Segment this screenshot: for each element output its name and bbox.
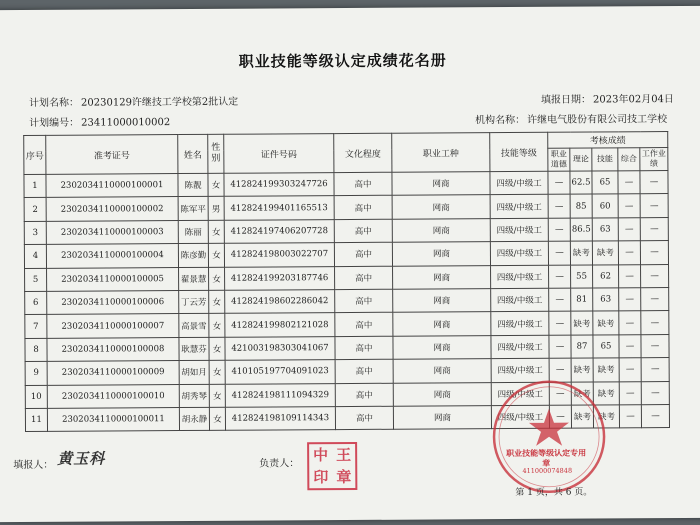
plan-no [29, 113, 170, 129]
row-education: 高中 [335, 383, 393, 407]
row-overall: — [619, 264, 641, 288]
page-info: 第 1 页，共 6 页。 [515, 487, 593, 498]
row-exam-id: 230203411000010000​2 [46, 197, 178, 221]
row-skill-level: 四级/中级工 [491, 335, 549, 359]
fill-date [541, 90, 674, 106]
row-theory: 87 [571, 335, 593, 359]
row-theory: 缺考 [571, 382, 593, 406]
row-ethics: — [549, 358, 571, 382]
row-work-performance: — [641, 358, 669, 382]
row-skill: 63 [593, 288, 619, 312]
header-overall: 综合 [618, 148, 640, 171]
row-ethics: — [549, 335, 571, 359]
document-page [0, 6, 700, 522]
row-exam-id: 23020341100001000​10 [47, 384, 179, 408]
row-no: 2 [24, 198, 46, 222]
row-name: 陈丽 [178, 220, 208, 244]
row-skill: 缺考 [593, 311, 619, 335]
row-work-performance: — [641, 381, 669, 405]
row-overall: — [619, 288, 641, 312]
row-occupation: 网商 [393, 359, 491, 383]
row-skill-level: 四级/中级工 [491, 405, 549, 429]
row-education: 高中 [334, 172, 392, 196]
row-theory: 缺考 [571, 358, 593, 382]
row-education: 高中 [335, 289, 393, 313]
row-skill: 65 [593, 335, 619, 359]
row-ethics: — [549, 405, 571, 429]
row-name: 陈靓 [178, 173, 208, 197]
row-work-performance: — [640, 194, 668, 218]
header-theory: 理论 [570, 148, 592, 171]
row-ethics: — [549, 382, 571, 406]
row-id-no: 412824199802121028 [225, 313, 335, 337]
header-skill-level: 技能等级 [490, 132, 548, 171]
row-name: 胡秀琴 [179, 384, 209, 408]
row-skill: 缺考 [593, 405, 619, 429]
org-name-value: 许继电气股份有限公司技工学校 [527, 114, 668, 126]
row-name: 翟景慧 [179, 267, 209, 291]
header-id-no: 证件号码 [224, 134, 334, 174]
row-exam-id: 230203411000010000​4 [46, 244, 178, 268]
row-ethics: — [548, 195, 570, 219]
row-skill-level: 四级/中级工 [491, 288, 549, 312]
seal-char: 章 [336, 467, 352, 487]
row-exam-id: 230203411000010000​7 [47, 314, 179, 338]
header-name: 姓名 [178, 134, 208, 173]
row-work-performance: — [641, 288, 669, 312]
row-no: 6 [25, 291, 47, 315]
row-ethics: — [549, 265, 571, 289]
fill-date-value: 2023年02月04日 [592, 94, 674, 106]
row-work-performance: — [641, 334, 669, 358]
row-occupation: 网商 [393, 382, 491, 406]
row-overall: — [618, 241, 640, 265]
row-skill: 63 [592, 218, 618, 242]
row-no: 4 [24, 245, 46, 269]
row-occupation: 网商 [393, 265, 491, 289]
row-id-no: 412824198003022707 [224, 243, 334, 267]
row-skill: 缺考 [593, 358, 619, 382]
plan-name [29, 93, 238, 109]
plan-name-value: 20230129许继技工学校第2批认定 [80, 96, 239, 109]
row-occupation: 网商 [392, 172, 490, 196]
row-overall: — [618, 171, 640, 195]
row-theory: 62.5 [570, 171, 592, 195]
row-no: 1 [24, 174, 46, 198]
row-skill-level: 四级/中级工 [491, 265, 549, 289]
row-exam-id: 230203411000010000​1 [46, 174, 178, 198]
row-theory: 缺考 [571, 311, 593, 335]
row-exam-id: 230203411000010000​9 [47, 361, 179, 385]
row-ethics: — [548, 241, 570, 265]
row-occupation: 网商 [392, 195, 490, 219]
row-id-no: 412824198602286042 [225, 290, 335, 314]
row-exam-id: 230203411000010000​6 [47, 291, 179, 315]
filler-signature: 黄玉科 [57, 449, 106, 468]
row-gender: 女 [209, 360, 225, 383]
row-gender: 女 [208, 243, 224, 266]
row-theory: 缺考 [571, 405, 593, 429]
row-no: 10 [25, 385, 47, 409]
row-name: 耿慧芬 [179, 337, 209, 361]
row-overall: — [618, 218, 640, 242]
header-no: 序号 [24, 135, 46, 174]
header-skill: 技能 [592, 148, 618, 171]
row-work-performance: — [640, 171, 668, 195]
row-education: 高中 [334, 219, 392, 243]
row-name: 高景雪 [179, 314, 209, 338]
row-theory: 86.5 [570, 218, 592, 242]
row-id-no: 412824197406207728 [224, 219, 334, 243]
row-gender: 女 [208, 220, 224, 243]
row-education: 高中 [335, 313, 393, 337]
row-education: 高中 [335, 336, 393, 360]
header-work-performance: 工作业绩 [640, 148, 668, 171]
stamp-text: 职业技能等级认定专用章 [506, 447, 587, 468]
filler-label: 填报人： [13, 459, 54, 472]
row-exam-id: 230203411000010000​5 [47, 267, 179, 291]
row-theory: 55 [571, 265, 593, 289]
row-skill: 缺考 [592, 241, 618, 265]
row-education: 高中 [335, 359, 393, 383]
row-theory: 缺考 [570, 241, 592, 265]
header-scores-group: 考核成绩 [548, 132, 668, 149]
row-work-performance: — [641, 404, 669, 428]
row-education: 高中 [335, 406, 393, 430]
row-gender: 女 [209, 337, 225, 360]
row-occupation: 网商 [392, 218, 490, 242]
row-id-no: 412824199303247726 [224, 173, 334, 197]
row-name: 陈彦勤 [178, 244, 208, 268]
plan-no-value: 23411000010002 [81, 117, 171, 129]
row-work-performance: — [640, 217, 668, 241]
row-skill-level: 四级/中级工 [490, 241, 548, 265]
row-ethics: — [549, 311, 571, 335]
row-work-performance: — [640, 241, 668, 265]
row-name: 胡永静 [179, 407, 209, 431]
stamp-number: 411000074848 [522, 466, 573, 475]
row-skill-level: 四级/中级工 [490, 195, 548, 219]
row-gender: 男 [208, 197, 224, 220]
personal-seal [307, 442, 357, 490]
row-theory: 81 [571, 288, 593, 312]
row-education: 高中 [335, 266, 393, 290]
official-stamp [487, 376, 613, 497]
seal-char: 印 [313, 468, 329, 487]
row-exam-id: 23020341100001000​11 [47, 407, 179, 431]
row-work-performance: — [641, 264, 669, 288]
row-occupation: 网商 [393, 289, 491, 313]
row-theory: 85 [570, 194, 592, 218]
row-id-no: 421003198303041067 [225, 336, 335, 360]
row-no: 11 [25, 408, 47, 432]
row-occupation: 网商 [393, 406, 491, 430]
row-no: 3 [24, 221, 46, 245]
row-gender: 女 [209, 290, 225, 313]
org-name-label: 机构名称： [475, 114, 526, 127]
header-exam-id: 准考证号 [46, 135, 178, 175]
row-ethics: — [549, 288, 571, 312]
row-gender: 女 [209, 314, 225, 337]
plan-name-label: 计划名称： [28, 97, 80, 109]
row-overall: — [619, 405, 641, 429]
row-skill-level: 四级/中级工 [490, 171, 548, 195]
org-name [475, 110, 667, 126]
header-education: 文化程度 [334, 133, 392, 172]
row-gender: 女 [209, 407, 225, 430]
row-overall: — [619, 358, 641, 382]
row-gender: 女 [208, 173, 224, 196]
seal-char: 中 [313, 446, 329, 465]
row-skill-level: 四级/中级工 [490, 218, 548, 242]
row-overall: — [619, 381, 641, 405]
row-id-no: 410105197704091023 [225, 360, 335, 384]
row-overall: — [618, 194, 640, 218]
row-work-performance: — [641, 311, 669, 335]
row-id-no: 412824199401165513 [224, 196, 334, 220]
row-occupation: 网商 [393, 312, 491, 336]
row-name: 胡如月 [179, 360, 209, 384]
row-ethics: — [548, 218, 570, 242]
row-skill: 缺考 [593, 381, 619, 405]
row-skill: 62 [593, 264, 619, 288]
row-education: 高中 [334, 196, 392, 220]
row-skill: 60 [592, 194, 618, 218]
row-exam-id: 230203411000010000​3 [46, 220, 178, 244]
row-gender: 女 [209, 267, 225, 290]
header-occupation: 职业工种 [392, 133, 490, 173]
row-no: 7 [25, 315, 47, 339]
row-ethics: — [548, 171, 570, 195]
person-in-charge-label: 负责人： [259, 458, 300, 470]
row-exam-id: 230203411000010000​8 [47, 337, 179, 361]
header-gender: 性别 [208, 134, 224, 173]
row-occupation: 网商 [393, 335, 491, 359]
fill-date-label: 填报日期： [540, 94, 592, 106]
row-skill-level: 四级/中级工 [491, 382, 549, 406]
row-skill-level: 四级/中级工 [491, 358, 549, 382]
row-overall: — [619, 311, 641, 335]
row-no: 8 [25, 338, 47, 362]
row-education: 高中 [334, 242, 392, 266]
seal-char: 王 [336, 445, 352, 465]
row-no: 5 [25, 268, 47, 292]
document-title: 职业技能等级认定成绩花名册 [238, 51, 447, 71]
row-occupation: 网商 [392, 242, 490, 266]
row-gender: 女 [209, 384, 225, 407]
row-overall: — [619, 334, 641, 358]
plan-no-label: 计划编号： [29, 117, 80, 129]
row-skill: 65 [592, 171, 618, 195]
row-no: 9 [25, 361, 47, 385]
row-name: 丁云芳 [179, 290, 209, 314]
row-id-no: 412824199203187746 [225, 266, 335, 290]
row-name: 陈军平 [178, 197, 208, 221]
row-id-no: 412824198109114343 [225, 406, 335, 430]
row-skill-level: 四级/中级工 [491, 312, 549, 336]
row-id-no: 412824198111094329 [225, 383, 335, 407]
header-ethics: 职业道德 [548, 148, 570, 171]
